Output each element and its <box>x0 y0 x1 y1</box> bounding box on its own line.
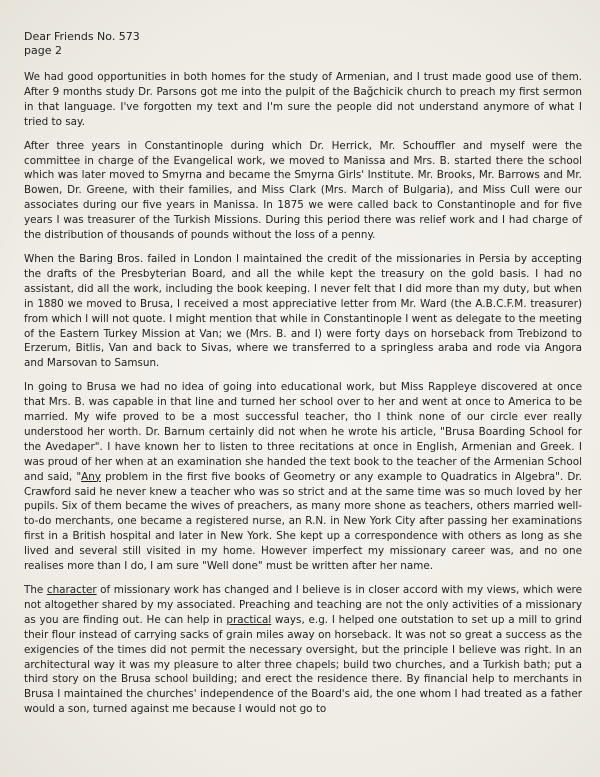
paragraph-missionary-work <box>24 583 582 717</box>
letter-header <box>24 30 582 58</box>
paragraph-text: The <box>24 584 47 596</box>
underlined-word: Any <box>81 470 101 483</box>
paragraph-baring-bros: When the Baring Bros. failed in London I maintained the credit of the missionaries in Persia by accepting the drafts of the Presbyterian Board, and all the while kept the treasury on the gold basis. I had no assistant, did all the work, including the book keeping. I never felt that I did more than my duty, but when in 1880 we moved to Brusa, I received a most appreciative letter from Mr. Ward (the A.B.C.F.M. treasurer) from which I will not quote. I might mention that while in Constantinople I went as delegate to the meeting of the Eastern Turkey Mission at Van; we (Mrs. B. and I) were forty days on horseback from Trebizond to Erzerum, Bitlis, Van and back to Sivas, where we transferred to a springless araba and rode via Angora and Marsovan to Samsun. <box>24 252 582 370</box>
letter-title: Dear Friends No. 573 <box>24 30 140 43</box>
paragraph-text: In going to Brusa we had no idea of going into educational work, but Miss Rappleye discovered at once that Mrs. B. was capable in that line and turned her school over to her and went at once to America to be married. My wife proved to be a most successful teacher, tho I think none of our circle ever really understood her worth. Dr. Barnum certainly did not when he wrote his article, "Brusa Boarding School for the Avedaper". I have known her to listen to three recitations at once in English, Armenian and Greek. I was proud of her when at an examination she handed the text book to the teacher of the Armenian School and said, " <box>24 381 582 483</box>
underlined-word: practical <box>226 613 272 626</box>
paragraph-constantinople-manissa: After three years in Constantinople during which Dr. Herrick, Mr. Schouffler and myself were the committee in charge of the Evangelical work, we moved to Manissa and Mrs. B. started there the school which was later moved to Smyrna and became the Smyrna Girls' Institute. Mr. Brooks, Mr. Barrows and Mr. Bowen, Dr. Greene, with their families, and Miss Clark (Mrs. March of Bulgaria), and Miss Cull were our associates during our five years in Manissa. In 1875 we were called back to Constantinople and for five years I was treasurer of the Turkish Missions. During this period there was relief work and I had charge of the distribution of thousands of pounds without the loss of a penny. <box>24 139 582 242</box>
paragraph-text: problem in the first five books of Geometry or any example to Quadratics in Algebra". Dr. Crawford said he never knew a teacher who was so strict and at the same time was so much loved by her pupils. Six of them became the wives of preachers, as many more shone as teachers, others married well-to-do merchants, one became a registered nurse, an R.N. in New York City after passing her examinations first in a British hospital and later in New York. She kept up a correspondence with others as long as she lived and several still visited in my home. However imperfect my missionary career was, and no one realises more than I do, I am sure "Well done" must be written after her name. <box>24 470 582 573</box>
paragraph-brusa-school <box>24 380 582 574</box>
underlined-word: character <box>46 584 97 596</box>
page-number: page 2 <box>24 44 62 57</box>
paragraph-text: of missionary work has changed and I believe is in closer accord with my views, which were not altogether shared by my associated. Preaching and teaching are not the only activities of a missionary as you are finding out. He can help in <box>24 584 582 626</box>
paragraph-armenian-study: We had good opportunities in both homes for the study of Armenian, and I trust made good use of them. After 9 months study Dr. Parsons got me into the pulpit of the Bağchicik church to preach my first sermon in that language. I've forgotten my text and I'm sure the people did not understand anymore of what I tried to say. <box>24 71 582 128</box>
paragraph-text: ways, e.g. I helped one outstation to set up a mill to grind their flour instead of carrying sacks of grain miles away on horseback. It was not so great a success as the exigencies of the times did not permit the necessary oversight, but the principle I believe was right. In an architectural way it was my pleasure to alter three chapels; build two churches, and a Turkish bath; put a third story on the Brusa school building; and erect the residence there. By financial help to merchants in Brusa I maintained the churches' independence of the Board's aid, the one whom I had treated as a father would a son, turned against me because I would not go to <box>24 613 582 716</box>
